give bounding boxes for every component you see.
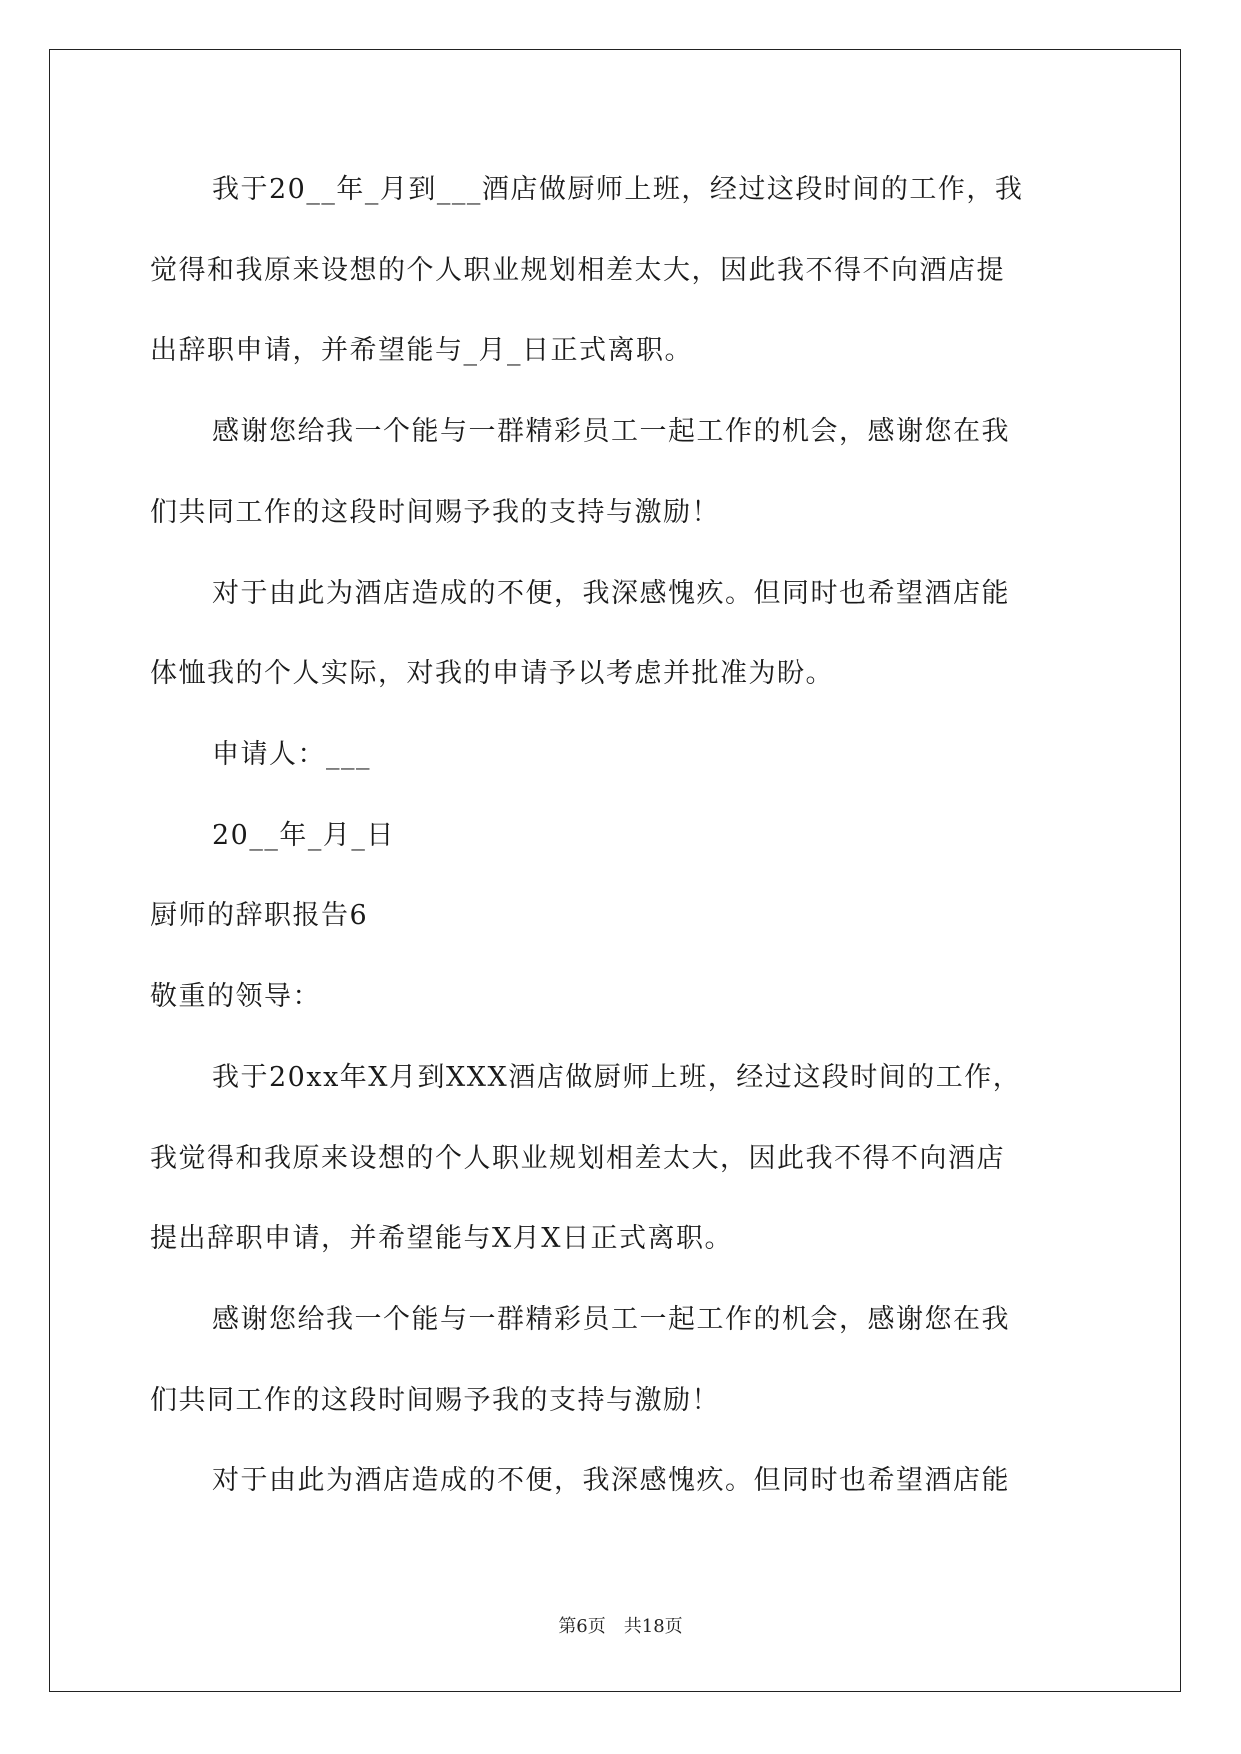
paragraph-line: 觉得和我原来设想的个人职业规划相差太大，因此我不得不向酒店提 [150, 255, 1005, 286]
paragraph-line: 我于20__年_月到___酒店做厨师上班，经过这段时间的工作，我 [212, 174, 1024, 205]
page-number: 第6页 共18页 [558, 1616, 683, 1637]
paragraph-line: 我觉得和我原来设想的个人职业规划相差太大，因此我不得不向酒店 [150, 1143, 1005, 1174]
paragraph-line: 们共同工作的这段时间赐予我的支持与激励！ [150, 1385, 720, 1416]
paragraph-line: 对于由此为酒店造成的不便，我深感愧疚。但同时也希望酒店能 [212, 1465, 1010, 1496]
applicant-line: 申请人：___ [212, 739, 371, 770]
salutation: 敬重的领导： [150, 981, 321, 1012]
page-border [49, 49, 1181, 1692]
paragraph-line: 对于由此为酒店造成的不便，我深感愧疚。但同时也希望酒店能 [212, 578, 1010, 609]
paragraph-line: 出辞职申请，并希望能与_月_日正式离职。 [150, 335, 693, 366]
paragraph-line: 我于20xx年X月到XXX酒店做厨师上班，经过这段时间的工作， [212, 1062, 1022, 1093]
date-line: 20__年_月_日 [212, 820, 395, 851]
paragraph-line: 们共同工作的这段时间赐予我的支持与激励！ [150, 497, 720, 528]
paragraph-line: 感谢您给我一个能与一群精彩员工一起工作的机会，感谢您在我 [212, 1304, 1010, 1335]
section-title: 厨师的辞职报告6 [150, 900, 369, 931]
paragraph-line: 感谢您给我一个能与一群精彩员工一起工作的机会，感谢您在我 [212, 416, 1010, 447]
paragraph-line: 体恤我的个人实际，对我的申请予以考虑并批准为盼。 [150, 658, 834, 689]
paragraph-line: 提出辞职申请，并希望能与X月X日正式离职。 [150, 1223, 733, 1254]
